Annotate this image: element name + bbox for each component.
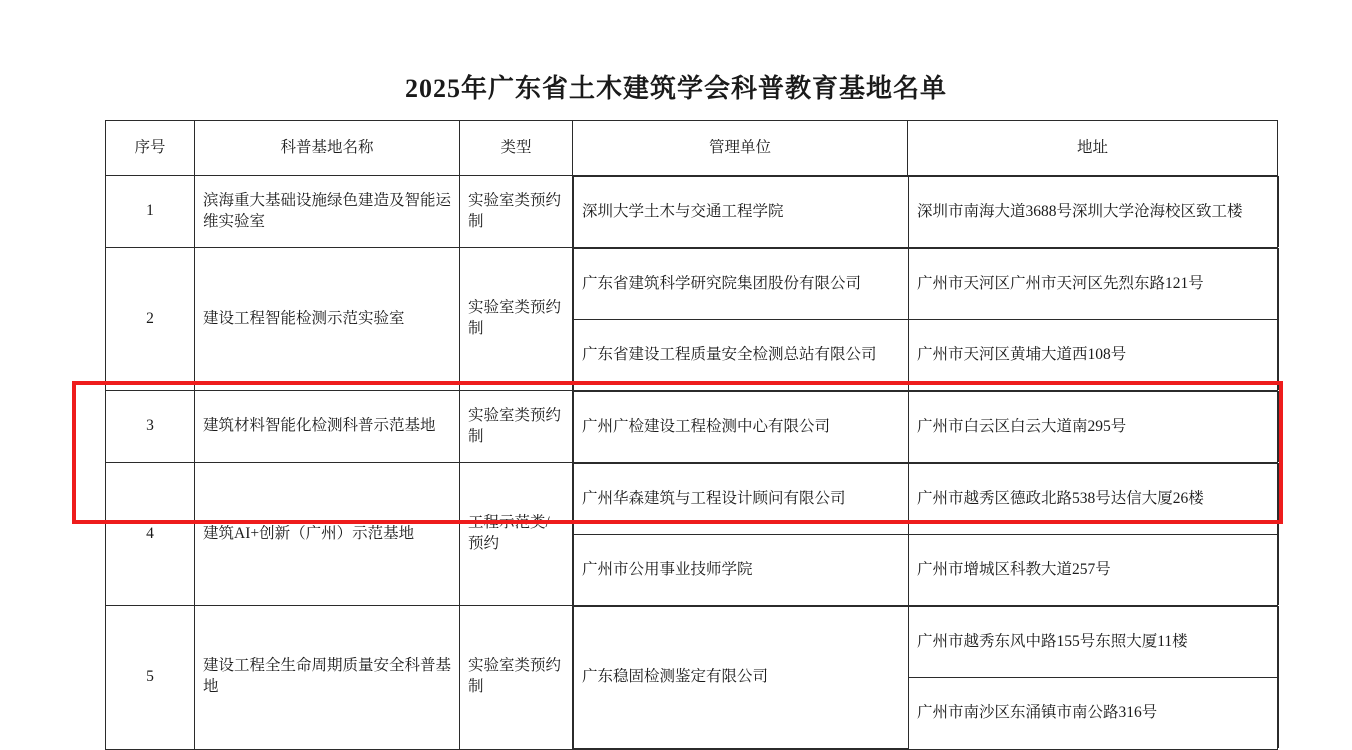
cell-address: 广州市越秀区德政北路538号达信大厦26楼	[909, 464, 1279, 535]
cell-name: 建设工程智能检测示范实验室	[195, 248, 460, 391]
cell-seq: 5	[106, 606, 195, 750]
entry-row	[574, 607, 1279, 678]
cell-address: 广州市越秀东风中路155号东照大厦11楼	[909, 607, 1279, 678]
cell-entries	[573, 606, 1278, 750]
column-header-type: 类型	[460, 121, 573, 176]
table-row	[106, 463, 1278, 606]
cell-seq: 1	[106, 176, 195, 248]
cell-unit: 深圳大学土木与交通工程学院	[574, 177, 909, 248]
cell-type: 实验室类预约制	[460, 391, 573, 463]
cell-seq: 2	[106, 248, 195, 391]
cell-address: 广州市天河区黄埔大道西108号	[909, 320, 1279, 391]
cell-type: 实验室类预约制	[460, 176, 573, 248]
cell-unit: 广州市公用事业技师学院	[574, 535, 909, 606]
cell-unit: 广东稳固检测鉴定有限公司	[574, 607, 909, 749]
cell-address: 广州市天河区广州市天河区先烈东路121号	[909, 249, 1279, 320]
cell-seq: 3	[106, 391, 195, 463]
cell-name: 建设工程全生命周期质量安全科普基地	[195, 606, 460, 750]
cell-address: 广州市南沙区东涌镇市南公路316号	[909, 678, 1279, 749]
cell-unit: 广东省建设工程质量安全检测总站有限公司	[574, 320, 909, 391]
cell-address: 广州市白云区白云大道南295号	[909, 392, 1279, 463]
column-header-address: 地址	[908, 121, 1278, 176]
cell-name: 建筑AI+创新（广州）示范基地	[195, 463, 460, 606]
cell-address: 广州市增城区科教大道257号	[909, 535, 1279, 606]
cell-entries	[573, 391, 1278, 463]
cell-seq: 4	[106, 463, 195, 606]
science-base-list-table	[105, 120, 1278, 750]
table-header-row	[106, 121, 1278, 176]
cell-entries	[573, 248, 1278, 391]
entry-subtable	[573, 176, 1279, 247]
cell-type: 实验室类预约制	[460, 606, 573, 750]
column-header-seq: 序号	[106, 121, 195, 176]
cell-type: 工程示范类/预约	[460, 463, 573, 606]
cell-entries	[573, 176, 1278, 248]
table-header	[106, 121, 1278, 176]
cell-type: 实验室类预约制	[460, 248, 573, 391]
entry-row	[574, 249, 1279, 320]
table-row	[106, 606, 1278, 750]
cell-unit: 广州广检建设工程检测中心有限公司	[574, 392, 909, 463]
table-row	[106, 248, 1278, 391]
entry-subtable	[573, 248, 1279, 390]
table-row	[106, 391, 1278, 463]
entry-subtable	[573, 606, 1279, 749]
cell-name: 滨海重大基础设施绿色建造及智能运维实验室	[195, 176, 460, 248]
entry-subtable	[573, 463, 1279, 605]
entry-row	[574, 392, 1279, 463]
table-row	[106, 176, 1278, 248]
entry-row	[574, 320, 1279, 391]
table-body	[106, 176, 1278, 750]
column-header-name: 科普基地名称	[195, 121, 460, 176]
cell-address: 深圳市南海大道3688号深圳大学沧海校区致工楼	[909, 177, 1279, 248]
page-title: 2025年广东省土木建筑学会科普教育基地名单	[404, 74, 947, 103]
cell-unit: 广州华森建筑与工程设计顾问有限公司	[574, 464, 909, 535]
entry-row	[574, 535, 1279, 606]
column-header-unit: 管理单位	[573, 121, 908, 176]
cell-unit: 广东省建筑科学研究院集团股份有限公司	[574, 249, 909, 320]
cell-entries	[573, 463, 1278, 606]
cell-name: 建筑材料智能化检测科普示范基地	[195, 391, 460, 463]
entry-subtable	[573, 391, 1279, 462]
entry-row	[574, 177, 1279, 248]
entry-row	[574, 464, 1279, 535]
